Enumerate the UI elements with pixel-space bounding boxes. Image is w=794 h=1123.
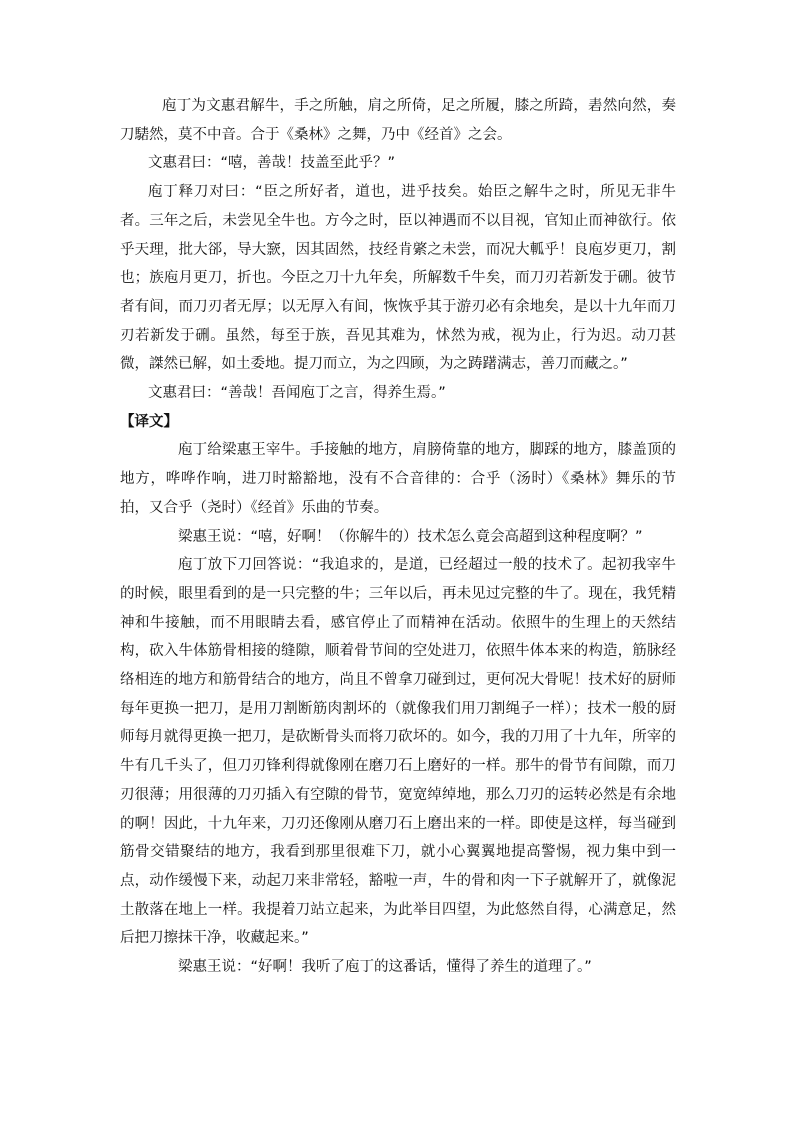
translation-paragraph-1: 庖丁给梁惠王宰牛。手接触的地方，肩膀倚靠的地方，脚踩的地方，膝盖顶的地方，哗哗作响，进刀时豁豁地，没有不合音律的：合乎（汤时）《桑林》舞乐的节拍，又合乎（尧时）《经首》乐曲的节奏。	[120, 442, 676, 516]
translation-heading: 【译文】	[120, 413, 178, 430]
translation-paragraph-3: 庖丁放下刀回答说：“我追求的，是道，已经超过一般的技术了。起初我宰牛的时候，眼里看到的是一只完整的牛；三年以后，再未见过完整的牛了。现在，我凭精神和牛接触，而不用眼睛去看，感官停止了而精神在活动。依照牛的生理上的天然结构，砍入牛体筋骨相接的缝隙，顺着骨节间的空处进刀，依照牛体本来的构造，筋脉经络相连的地方和筋骨结合的地方，尚且不曾拿刀碰到过，更何况大骨呢！技术好的厨师每年更换一把刀，是用刀割断筋肉割坏的（就像我们用刀割绳子一样）；技术一般的厨师每月就得更换一把刀，是砍断骨头而将刀砍坏的。如今，我的刀用了十九年，所宰的牛有几千头了，但刀刃锋利得就像刚在磨刀石上磨好的一样。那牛的骨节有间隙，而刀刃很薄；用很薄的刀刃插入有空隙的骨节，宽宽绰绰地，那么刀刃的运转必然是有余地的啊！因此，十九年来，刀刃还像刚从磨刀石上磨出来的一样。即使是这样，每当碰到筋骨交错聚结的地方，我看到那里很难下刀，就小心翼翼地提高警惕，视力集中到一点，动作缓慢下来，动起刀来非常轻，豁啦一声，牛的骨和肉一下子就解开了，就像泥土散落在地上一样。我提着刀站立起来，为此举目四望，为此悠然自得，心满意足，然后把刀擦抹干净，收藏起来。”	[120, 557, 676, 947]
document-page	[120, 92, 676, 982]
translation-paragraph-2: 梁惠王说：“嘻，好啊！（你解牛的）技术怎么竟会高超到这种程度啊？”	[178, 528, 643, 545]
original-paragraph-3: 庖丁释刀对曰：“臣之所好者，道也，进乎技矣。始臣之解牛之时，所见无非牛者。三年之后，未尝见全牛也。方今之时，臣以神遇而不以目视，官知止而神欲行。依乎天理，批大郤，导大窾，因其固然，技经肯綮之未尝，而况大軱乎！良庖岁更刀，割也；族庖月更刀，折也。今臣之刀十九年矣，所解数千牛矣，而刀刃若新发于硎。彼节者有间，而刀刃者无厚；以无厚入有间，恢恢乎其于游刃必有余地矣，是以十九年而刀刃若新发于硎。虽然，每至于族，吾见其难为，怵然为戒，视为止，行为迟。动刀甚微，謋然已解，如土委地。提刀而立，为之四顾，为之踌躇满志，善刀而藏之。”	[120, 184, 676, 373]
translation-paragraph-4: 梁惠王说：“好啊！我听了庖丁的这番话，懂得了养生的道理了。”	[178, 959, 592, 976]
original-paragraph-1: 庖丁为文惠君解牛，手之所触，肩之所倚，足之所履，膝之所踦，砉然向然，奏刀騞然，莫不中音。合于《桑林》之舞，乃中《经首》之会。	[120, 98, 676, 143]
original-paragraph-4: 文惠君曰：“善哉！吾闻庖丁之言，得养生焉。”	[148, 385, 446, 402]
original-paragraph-2: 文惠君曰：“嘻，善哉！技盖至此乎？”	[148, 155, 396, 172]
